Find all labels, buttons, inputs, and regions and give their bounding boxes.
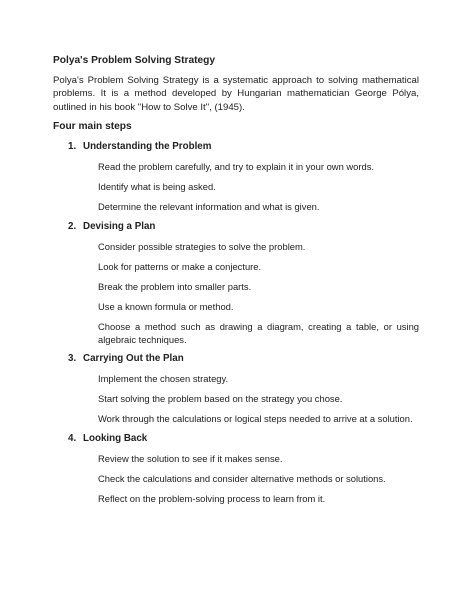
step-3-item: Start solving the problem based on the strategy you chose. (98, 393, 343, 404)
step-2-item: Look for patterns or make a conjecture. (98, 261, 262, 272)
step-4-item: Reflect on the problem-solving process to learn from it. (98, 493, 326, 504)
step-3-item: Implement the chosen strategy. (98, 373, 229, 384)
intro-paragraph: Polya's Problem Solving Strategy is a systematic approach to solving mathematical problems. It is a method developed by Hungarian mathematician George Pólya, outlined in his book "How to Solve It", (1945). (53, 75, 419, 113)
step-1-item: Determine the relevant information and what is given. (98, 201, 320, 212)
steps-heading: Four main steps (53, 121, 132, 132)
step-3-item: Work through the calculations or logical steps needed to arrive at a solution. (98, 413, 413, 424)
step-4-item: Review the solution to see if it makes sense. (98, 453, 283, 464)
step-2-item: Use a known formula or method. (98, 301, 234, 312)
step-2-number: 2. (68, 221, 77, 232)
step-3-number: 3. (68, 353, 77, 364)
step-2-item: Break the problem into smaller parts. (98, 281, 252, 292)
step-1-number: 1. (68, 141, 77, 152)
step-1-item: Identify what is being asked. (98, 181, 216, 192)
step-2-label: Devising a Plan (83, 221, 156, 232)
step-3-title (68, 352, 184, 365)
step-4-title (68, 432, 147, 445)
step-2-item: Consider possible strategies to solve the problem. (98, 241, 306, 252)
step-2-item: Choose a method such as drawing a diagram, creating a table, or using algebraic techniques. (98, 321, 419, 345)
step-1-label: Understanding the Problem (83, 141, 212, 152)
step-2-title (68, 220, 155, 233)
step-4-label: Looking Back (83, 433, 148, 444)
step-4-number: 4. (68, 433, 77, 444)
step-3-label: Carrying Out the Plan (83, 353, 184, 364)
step-4-item: Check the calculations and consider alternative methods or solutions. (98, 473, 386, 484)
document-title: Polya's Problem Solving Strategy (53, 55, 216, 66)
step-1-item: Read the problem carefully, and try to explain it in your own words. (98, 161, 375, 172)
step-1-title (68, 140, 211, 153)
